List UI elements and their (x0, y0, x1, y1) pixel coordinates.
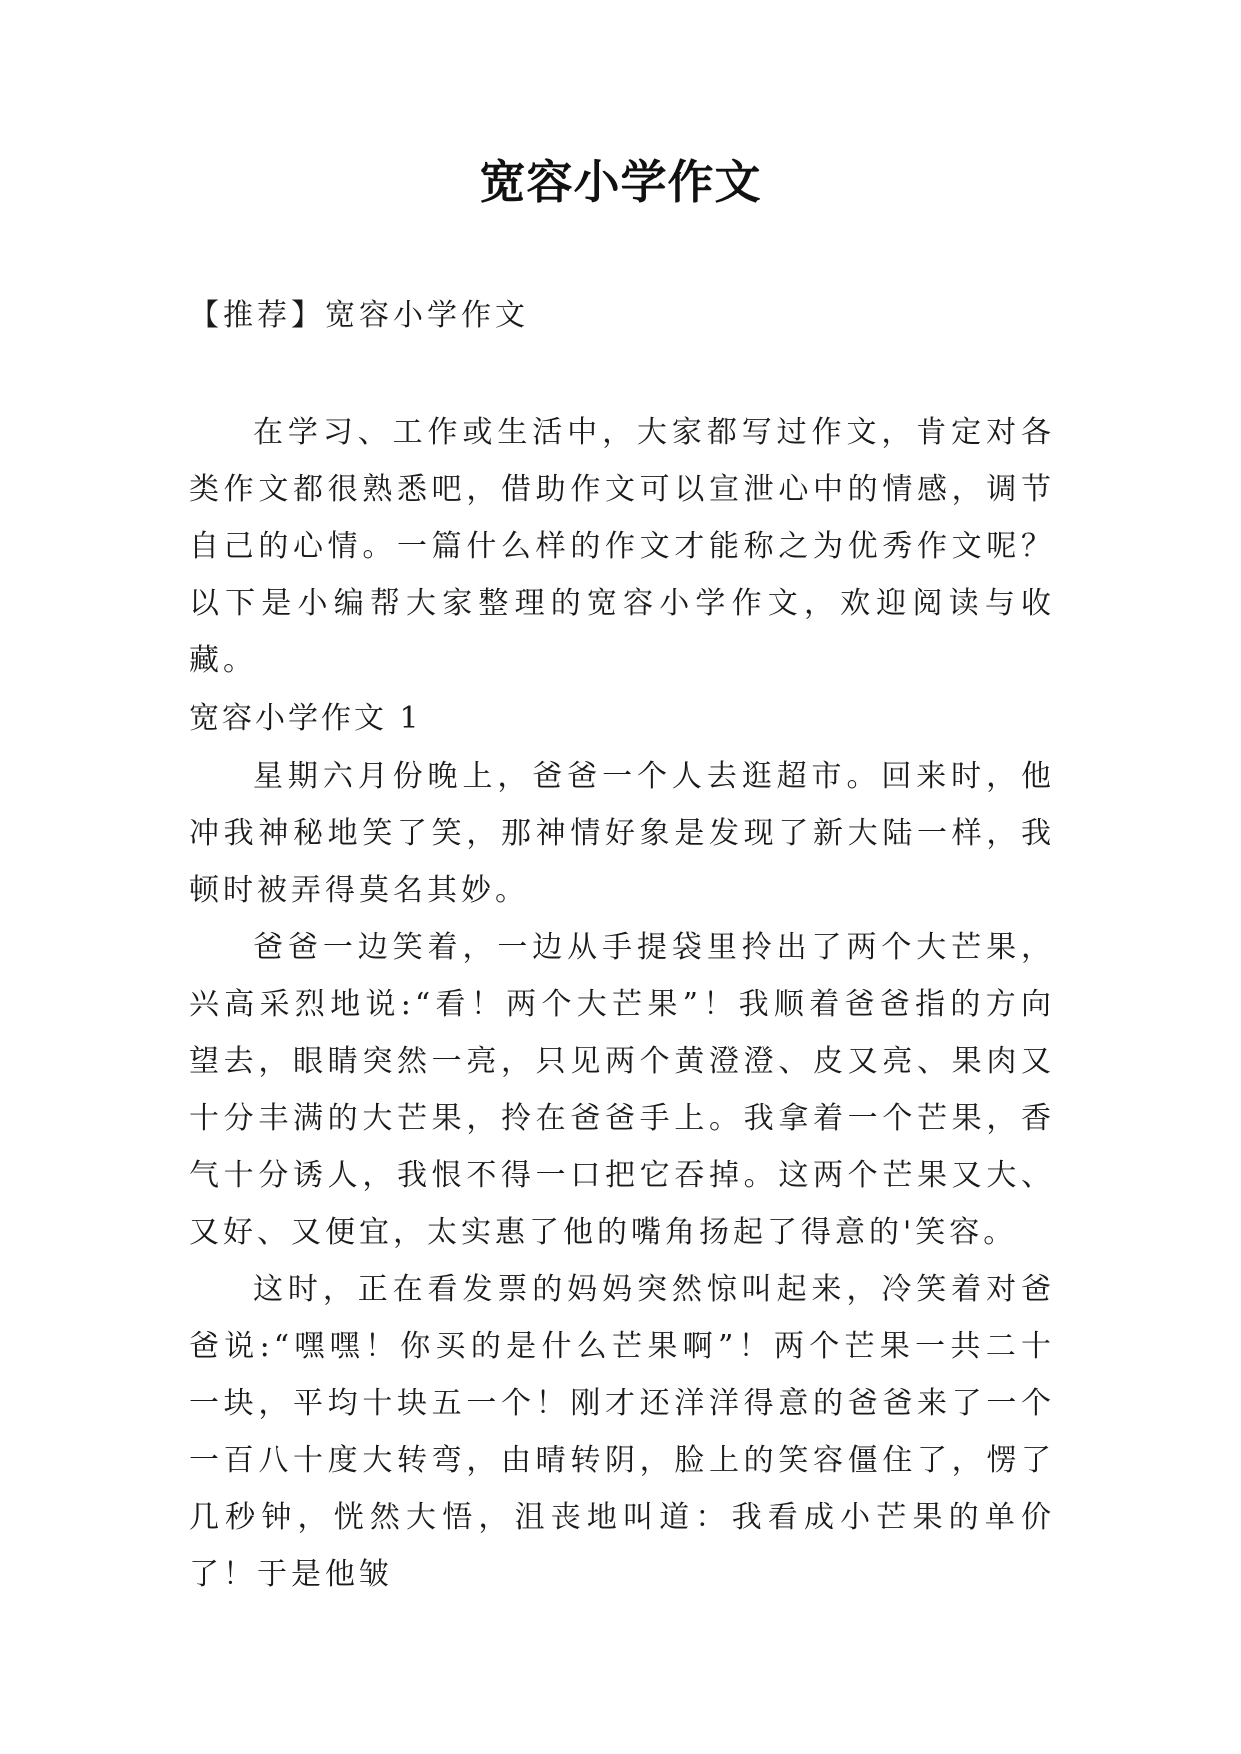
document-subtitle: 【推荐】宽容小学作文 (189, 298, 529, 333)
body-paragraph: 这时，正在看发票的妈妈突然惊叫起来，冷笑着对爸爸说:“嘿嘿！你买的是什么芒果啊”！两个芒果一共二十一块，平均十块五一个！刚才还洋洋得意的爸爸来了一个一百八十度大转弯，由晴转阴，脸上的笑容僵住了，愣了几秒钟，恍然大悟，沮丧地叫道：我看成小芒果的单价了！于是他皱 (189, 1272, 1055, 1592)
intro-paragraph: 在学习、工作或生活中，大家都写过作文，肯定对各类作文都很熟悉吧，借助作文可以宣泄心中的情感，调节自己的心情。一篇什么样的作文才能称之为优秀作文呢？以下是小编帮大家整理的宽容小学作文，欢迎阅读与收藏。 (189, 415, 1055, 678)
document-title: 宽容小学作文 (479, 155, 762, 209)
body-paragraph: 爸爸一边笑着，一边从手提袋里拎出了两个大芒果，兴高采烈地说:“看！两个大芒果”！我顺着爸爸指的方向望去，眼睛突然一亮，只见两个黄澄澄、皮又亮、果肉又十分丰满的大芒果，拎在爸爸手上。我拿着一个芒果，香气十分诱人，我恨不得一口把它吞掉。这两个芒果又大、又好、又便宜，太实惠了他的嘴角扬起了得意的'笑容。 (189, 930, 1055, 1250)
section-heading: 宽容小学作文 1 (189, 701, 422, 736)
essay-body (189, 748, 1055, 1603)
body-paragraph: 星期六月份晚上，爸爸一个人去逛超市。回来时，他冲我神秘地笑了笑，那神情好象是发现了新大陆一样，我顿时被弄得莫名其妙。 (189, 759, 1055, 908)
